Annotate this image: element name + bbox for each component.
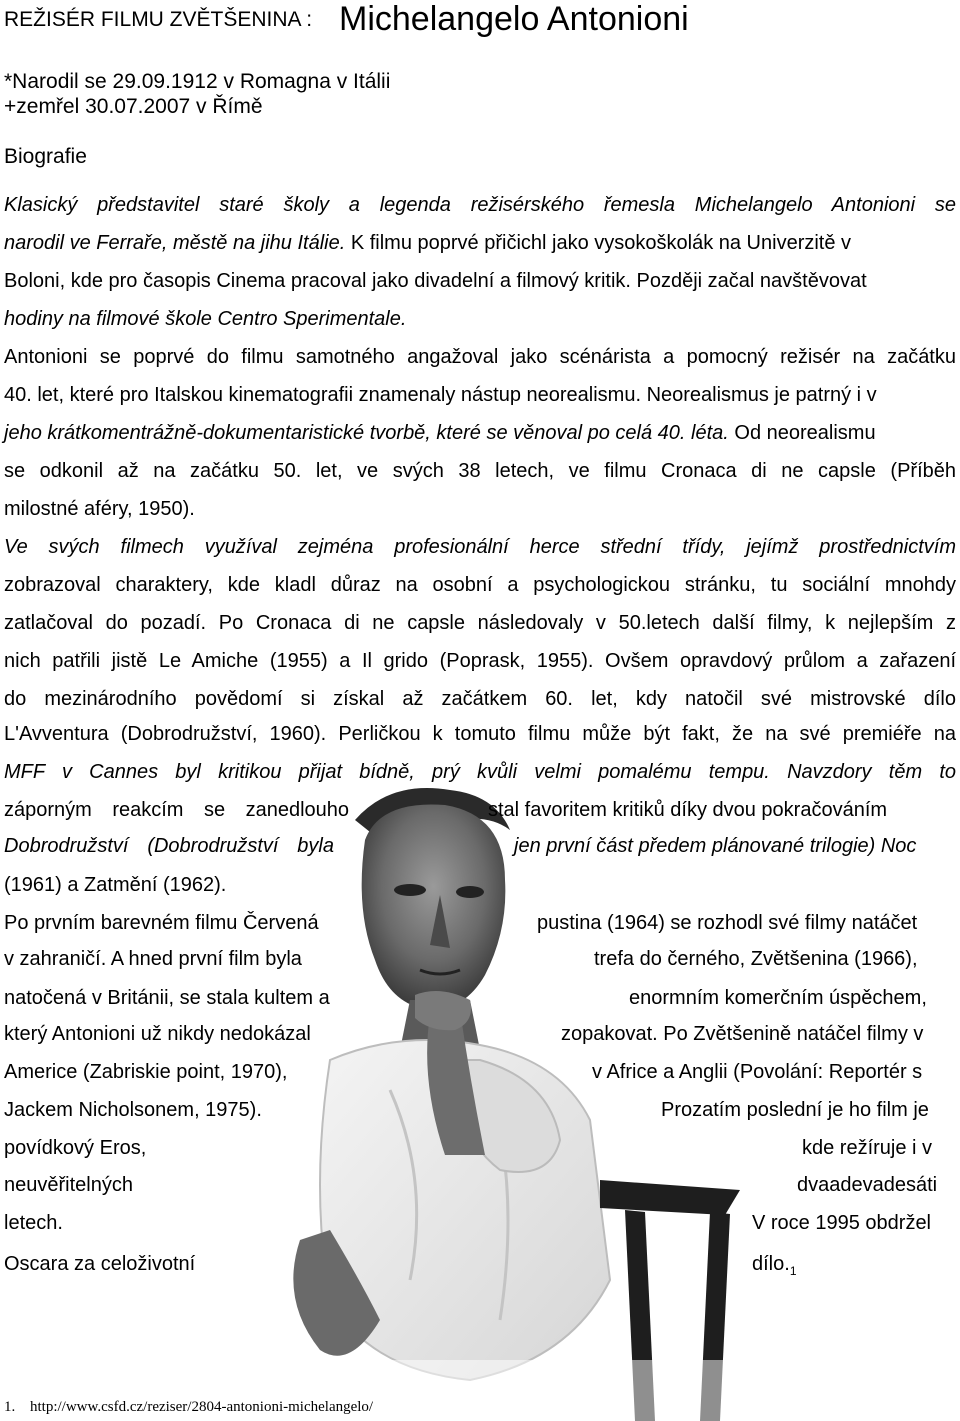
section-heading-biography: Biografie: [4, 145, 87, 168]
bio-paragraph-4-line-9-right: V roce 1995 obdržel: [752, 1212, 932, 1234]
bio-paragraph-4-line-10-right: $dílo._1$: [752, 1253, 797, 1278]
bio-paragraph-3-line-7: MFF v Cannes byl kritikou přijat bídně, prý kvůli velmi pomalému tempu. Navzdory těm to: [4, 761, 956, 783]
bio-paragraph-4-line-5-right: v Africe a Anglii (Povolání: Reportér s: [592, 1061, 923, 1083]
bio-paragraph-2-line-3: jeho krátkomentrážně-dokumentaristické tvorbě, které se věnoval po celá 40. léta. Od neorealismu: [4, 422, 876, 444]
bio-paragraph-3-line-6: L'Avventura (Dobrodružství, 1960). Perličkou k tomuto filmu může být fakt, že na své premiéře na: [4, 723, 956, 745]
footnote-link[interactable]: http://www.csfd.cz/reziser/2804-antonioni-michelangelo/: [30, 1399, 374, 1415]
bio-paragraph-3-line-10: (1961) a Zatmění (1962).: [4, 874, 227, 896]
portrait-photo: [270, 760, 830, 1421]
bio-paragraph-2-line-4: se odkonil až na začátku 50. let, ve svých 38 letech, ve filmu Cronaca di ne capsle (Příběh: [4, 460, 956, 482]
bio-paragraph-4-line-4-left: který Antonioni už nikdy nedokázal: [4, 1023, 311, 1045]
bio-paragraph-3-line-8-right: stal favoritem kritiků díky dvou pokračováním: [488, 799, 888, 821]
bio-paragraph-4-line-4-right: zopakovat. Po Zvětšenině natáčel filmy v: [561, 1023, 924, 1045]
bio-paragraph-4-line-5-left: Americe (Zabriskie point, 1970),: [4, 1061, 288, 1083]
footnote-number: 1.: [4, 1399, 16, 1415]
bio-paragraph-2-line-1: Antonioni se poprvé do filmu samotného angažoval jako scénárista a pomocný režisér na začátku: [4, 346, 956, 368]
bio-paragraph-4-line-2-left: v zahraničí. A hned první film byla: [4, 948, 302, 970]
bio-paragraph-4-line-3-right: enormním komerčním úspěchem,: [629, 987, 927, 1009]
bio-paragraph-4-line-8-right: dvaadevadesáti: [797, 1174, 938, 1196]
bio-paragraph-4-line-6-right: Prozatím poslední je ho film je: [661, 1099, 929, 1121]
bio-paragraph-3-line-4: nich patřili jistě Le Amiche (1955) a Il grido (Poprask, 1955). Ovšem opravdový průlom a zařazení: [4, 650, 956, 672]
bio-paragraph-4-line-2-right: trefa do černého, Zvětšenina (1966),: [594, 948, 918, 970]
page-title: Michelangelo Antonioni: [339, 0, 689, 38]
bio-paragraph-2-line-5: milostné aféry, 1950).: [4, 498, 195, 520]
bio-paragraph-4-line-10-left: Oscara za celoživotní: [4, 1253, 196, 1275]
footnote: [4, 1398, 373, 1416]
bio-paragraph-4-line-6-left: Jackem Nicholsonem, 1975).: [4, 1099, 262, 1121]
footnote-reference[interactable]: 1: [789, 1264, 797, 1278]
bio-paragraph-4-line-1-left: Po prvním barevném filmu Červená: [4, 912, 319, 934]
bio-paragraph-3-line-3: zatlačoval do pozadí. Po Cronaca di ne capsle následovaly v 50.letech další filmy, k nejlepším z: [4, 612, 956, 634]
bio-paragraph-3-line-8-left: záporným reakcím se zanedlouho: [4, 799, 349, 821]
bio-paragraph-3-line-9-left: Dobrodružství (Dobrodružství byla: [4, 835, 334, 857]
bio-paragraph-3-line-9-right: jen první část předem plánované trilogie) Noc: [514, 835, 917, 857]
bio-paragraph-4-line-7-left: povídkový Eros,: [4, 1137, 147, 1159]
bio-paragraph-4-line-8-left: neuvěřitelných: [4, 1174, 133, 1196]
bio-paragraph-1-line-3: Boloni, kde pro časopis Cinema pracoval jako divadelní a filmový kritik. Později začal navštěvovat: [4, 270, 867, 292]
bio-paragraph-4-line-1-right: pustina (1964) se rozhodl své filmy natáčet: [537, 912, 918, 934]
death-info: +zemřel 30.07.2007 v Římě: [4, 95, 263, 118]
bio-paragraph-1-line-1: Klasický představitel staré školy a legenda režisérského řemesla Michelangelo Antonioni se: [4, 194, 956, 216]
title-prefix: REŽISÉR FILMU ZVĚTŠENINA :: [4, 8, 313, 31]
bio-paragraph-2-line-2: 40. let, které pro Italskou kinematografii znamenaly nástup neorealismu. Neorealismus je patrný i v: [4, 384, 877, 406]
bio-paragraph-3-line-1: Ve svých filmech využíval zejména profesionální herce střední třídy, jejímž prostřednictvím: [4, 536, 956, 558]
bio-paragraph-1-line-4: hodiny na filmové škole Centro Sperimentale.: [4, 308, 407, 330]
bio-paragraph-4-line-3-left: natočená v Británii, se stala kultem a: [4, 987, 330, 1009]
bio-paragraph-3-line-5: do mezinárodního povědomí si získal až začátkem 60. let, kdy natočil své mistrovské dílo: [4, 688, 956, 710]
bio-paragraph-1-line-2: narodil ve Ferraře, městě na jihu Itálie. K filmu poprvé přičichl jako vysokoškolák na Univerzitě v: [4, 232, 852, 254]
birth-info: *Narodil se 29.09.1912 v Romagna v Itálii: [4, 70, 391, 93]
bio-paragraph-4-line-7-right: kde režíruje i v: [802, 1137, 933, 1159]
bio-paragraph-4-line-9-left: letech.: [4, 1212, 63, 1234]
bio-paragraph-3-line-2: zobrazoval charaktery, kde kladl důraz na osobní a psychologickou stránku, tu sociální mnohdy: [4, 574, 956, 596]
